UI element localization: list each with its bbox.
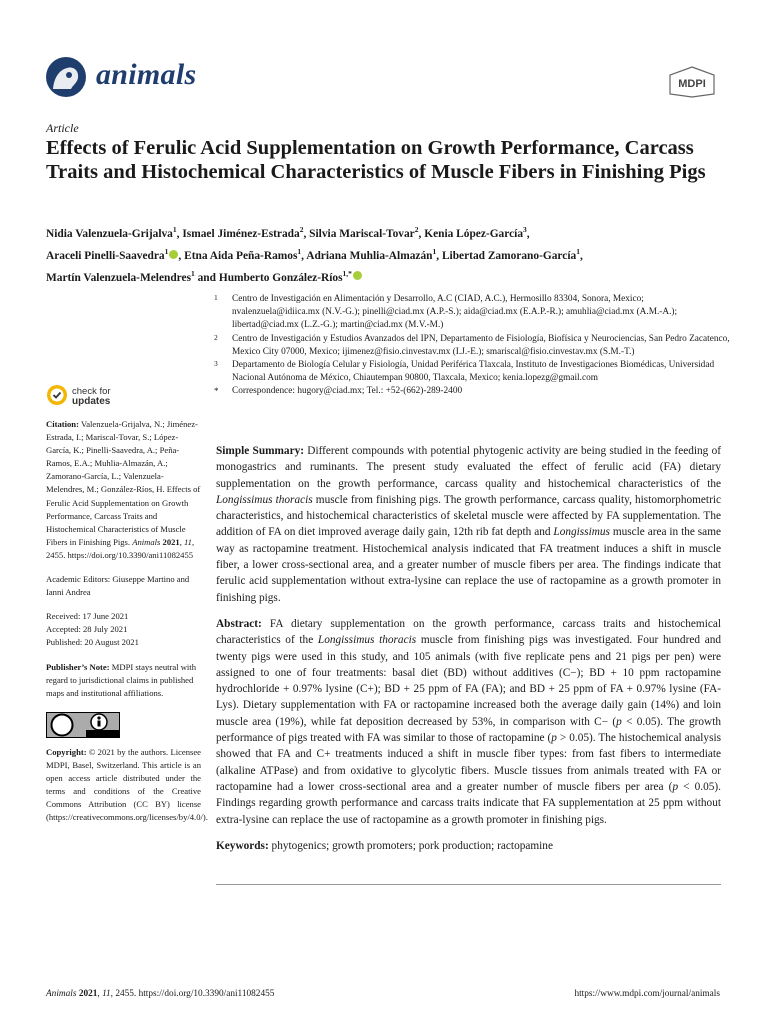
author-line-1 [46,221,736,243]
citation-year: 2021 [162,536,180,547]
summary-italic: Longissimus thoracis [216,493,313,506]
citation-volume: 11 [184,536,192,547]
correspondence-marker: * [214,386,219,397]
citation-block: Citation: Valenzuela-Grijalva, N.; Jiménez-Estrada, I.; Mariscal-Tovar, S.; López-García, K.; Pinelli-Saavedra, A.; Peña-Ramos, E.A.; Muhlia-Almazán, A.; Zamorano-García, L.; Valenzuela-Melendres, M.; González-Ríos, H. Effects of Ferulic Acid Supplementation on Growth Performance, Carcass Traits and Histochemical Characteristics of Muscle Fibers in Finishing Pigs. Animals 2021, 11, 2455. https://doi.org/10.3390/ani11082455 [46,419,201,560]
keywords-label: Keywords: [216,839,269,852]
accepted-date: Accepted: 28 July 2021 [46,624,128,635]
summary-text: Different compounds with potential phytogenic activity are being studied in the feeding of monogastrics and ruminants. The present study evaluated the effect of ferulic acid (FA) dietary supplementation on the growth performance, carcass quality and histochemical characteristics of the [216,445,721,490]
author-affil-sup: 1 [164,246,169,256]
academic-editors: Academic Editors: Giuseppe Martino and Ianni Andrea [46,574,190,598]
author-affil-sup: 1 [576,246,580,256]
affiliation-item [212,359,732,385]
author-separator: , [436,249,442,262]
article-type: Article [46,121,79,135]
footer-volume: 11 [102,989,111,999]
author-name[interactable]: Kenia López-García [424,227,524,240]
orcid-icon[interactable] [353,271,362,280]
author-name[interactable]: Nidia Valenzuela-Grijalva [46,227,173,240]
main-content [216,443,721,864]
copyright-label: Copyright: [46,746,87,757]
author-name[interactable]: Adriana Muhlia-Almazán [306,249,433,262]
author-name[interactable]: Araceli Pinelli-Saavedra [46,249,165,262]
keywords-text: phytogenics; growth promoters; pork production; ractopamine [271,839,553,852]
citation-label: Citation: [46,419,79,429]
published-date: Published: 20 August 2021 [46,637,139,648]
author-affil-sup: 3 [523,225,527,234]
check-for-updates-button[interactable] [46,384,156,410]
journal-name: animals [96,58,197,91]
author-name[interactable]: Etna Aida Peña-Ramos [184,249,298,262]
affiliation-item [212,293,732,333]
citation-text: Valenzuela-Grijalva, N.; Jiménez-Estrada, I.; Mariscal-Tovar, S.; López-García, K.; Pinelli-Saavedra, A.; Peña-Ramos, E.A.; Muhlia-Almazán, A.; Zamorano-García, L.; Valenzuela-Melendres, M.; González-Ríos, H. Effects of Ferulic Acid Supplementation on Growth Performance, Carcass Traits and Histochemical Characteristics of Muscle Fibers in Finishing Pigs. [46,419,201,547]
author-line-3 [46,265,736,287]
copyright-text: © 2021 by the authors. Licensee MDPI, Basel, Switzerland. This article is an open access article distributed under the terms and conditions of the Creative Commons Attribution (CC BY) license (https://creativecommons.org/licenses/by/4.0/). [46,746,208,823]
author-separator: , [526,227,530,240]
footer-citation: Animals 2021, 11, 2455. https://doi.org/10.3390/ani11082455 [46,989,275,999]
citation-journal: Animals [132,536,161,547]
mdpi-logo-icon[interactable] [668,66,716,98]
affiliation-item [212,333,732,359]
author-affil-sup: 1 [191,268,195,278]
author-separator: , [418,227,425,240]
author-separator: and [194,271,219,284]
abstract-italic: p [616,715,622,728]
keywords-divider [216,884,721,885]
author-name[interactable]: Ismael Jiménez-Estrada [182,227,300,240]
author-name[interactable]: Humberto González-Ríos [218,271,343,284]
author-line-2 [46,243,736,265]
publisher-note-text: MDPI stays neutral with regard to jurisdictional claims in published maps and institutional affiliations. [46,661,196,698]
affiliations [212,293,732,399]
author-separator: , [303,227,310,240]
journal-logo-icon [44,56,88,98]
publisher-note-label: Publisher’s Note: [46,661,110,672]
copyright-block [46,746,208,825]
affiliation-number: 1 [214,293,218,302]
abstract-label: Abstract: [216,617,262,630]
abstract-italic: p [551,732,557,745]
received-date: Received: 17 June 2021 [46,611,129,622]
keywords [216,838,721,854]
author-affil-sup: 1 [172,225,177,234]
footer-journal: Animals [46,989,77,999]
abstract-italic: Longissimus thoracis [317,634,417,647]
affiliation-text: Departamento de Biología Celular y Fisiología, Unidad Periférica Tlaxcala, Instituto de Investigaciones Biomédicas, Universidad Nacional Autónoma de México, Chiautempan 90800, Tlaxcala, Mexico; kenia.lopezg@gmail.com [232,360,715,384]
summary-text: muscle from finishing pigs. The growth performance, carcass quality, histomorphometric characteristics, and histochemical characteristics of skeletal muscle were affected by FA supplementation. The addition of FA on diet improved average daily gain, 12th rib fat depth and [216,493,721,539]
correspondence-text: Correspondence: hugory@ciad.mx; Tel.: +52-(662)-289-2400 [232,386,463,397]
cc-by-license-icon[interactable] [46,712,120,738]
author-separator: , [178,249,185,262]
author-affil-sup: 2 [299,225,304,234]
footer-doi[interactable]: , 2455. https://doi.org/10.3390/ani11082455 [110,989,275,999]
article-title: Effects of Ferulic Acid Supplementation on Growth Performance, Carcass Traits and Histochemical Characteristics of Muscle Fibers in Finishing Pigs [46,137,706,183]
abstract-italic: p [672,780,679,793]
affiliation-number: 2 [214,332,218,342]
abstract-text: muscle from finishing pigs was investigated. Four hundred and twenty pigs were used in this study, and 105 animals (with five replicate pens and 21 pigs per pen) were assigned to one of four treatments: basal diet (BD) without additives (C−); BD + 10 ppm ractopamine hydrochloride + 0.97% lysine (C+); BD + 25 ppm of FA (FA); and BD + 25 ppm of FA + 0.97% lysine (FA-Lys). Dietary supplementation with FA or ractopamine increased both the average daily gain (14%) and loin muscle area (19%), while fat deposition decreased by 53%, in comparison with C− ( [216,634,721,728]
author-separator: , [579,249,583,262]
author-name[interactable]: Libertad Zamorano-García [441,249,577,262]
simple-summary-label: Simple Summary: [216,445,305,457]
abstract-text: < 0.05). Findings regarding growth performance and carcass traits indicate that FA supplementation at 25 ppm without extra-lysine can replace the use of ractopamine as a growth promoter in finishing pigs. [216,780,721,826]
abstract-text: FA dietary supplementation on the growth performance, carcass traits and histochemical characteristics of the [216,617,721,647]
dates-block [46,610,201,649]
summary-italic: Longissimus [553,526,610,539]
abstract-text: > 0.05). The histochemical analysis showed that FA and C+ treatments induced a shift in muscle fiber types: from fast fibers to intermediate (alkaline ATPase) and from oxidative to glycolytic fibers. Muscle tissues from animals treated with FA or ractopamine had a lower cross-sectional area and a greater number of muscle fibers per area ( [216,732,722,793]
author-list [46,221,736,286]
author-affil-sup: 1,* [342,268,352,278]
publisher-note [46,661,201,700]
author-separator: , [176,227,183,240]
correspondence-item [212,385,732,398]
author-name[interactable]: Martín Valenzuela-Melendres [46,271,192,284]
check-updates-icon [46,384,68,406]
footer-year: 2021 [78,989,98,999]
abstract-text: < 0.05). The growth performance of pigs treated with FA was similar to those of ractopamine ( [216,715,721,745]
abstract [216,616,721,828]
simple-summary [216,443,721,606]
check-updates-label-top: check for [72,386,111,397]
affiliation-text: Centro de Investigación y Estudios Avanzados del IPN, Departamento de Fisiología, Biofísica y Neurociencias, San Pedro Zacatenco, Mexico City 07000, Mexico; ijimenez@fisio.cinvestav.mx (I.J.-E.); smariscal@fisio.cinvestav.mx (S.M.-T.) [232,333,730,357]
affiliation-text: Centro de Investigación en Alimentación y Desarrollo, A.C (CIAD, A.C.), Hermosillo 83304, Sonora, Mexico; nvalenzuela@idiica.mx (N.V.-G.); pinelli@ciad.mx (A.P.-S.); aida@ciad.mx (E.A.P.-R.); amuhlia@ciad.mx (A.M.-A.); libertad@ciad.mx (L.Z.-G.); martin@ciad.mx (M.V.-M.) [232,294,678,331]
mdpi-logo-text: MDPI [678,78,706,90]
author-separator: , [301,249,307,262]
author-affil-sup: 2 [414,225,419,234]
summary-text: muscle area in the same way as ractopamine treatment. Histochemical analysis indicated that FA treatment induces a shift in muscle fiber, a lower cross-sectional area, and a greater number of muscle fibers per area. The findings indicate that ferulic acid supplementation without extra-lysine can replace the use of ractopamine as a growth promoter in finishing pigs. [216,526,721,604]
footer-journal-url[interactable]: https://www.mdpi.com/journal/animals [574,989,720,999]
author-name[interactable]: Silvia Mariscal-Tovar [309,227,415,240]
check-updates-label-bottom: updates [72,396,111,407]
citation-doi[interactable]: , 2455. https://doi.org/10.3390/ani11082455 [46,536,195,560]
sidebar [46,418,208,835]
affiliation-number: 3 [214,359,218,369]
author-affil-sup: 1 [432,246,437,256]
author-affil-sup: 1 [297,246,302,256]
